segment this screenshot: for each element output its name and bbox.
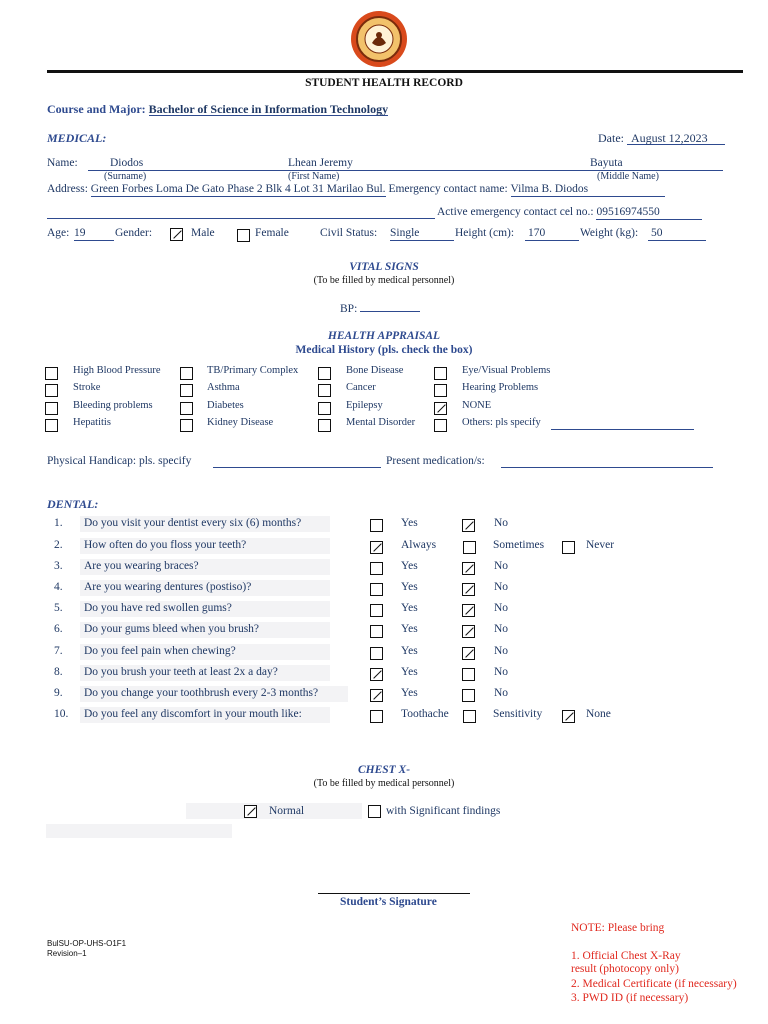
dental-question-text: Do you visit your dentist every six (6) months? bbox=[84, 517, 302, 529]
course-label: Course and Major: bbox=[47, 102, 146, 116]
dental-answer-checkbox[interactable] bbox=[370, 689, 383, 702]
student-signature-label: Student’s Signature bbox=[340, 896, 437, 908]
dental-answer-checkbox[interactable] bbox=[462, 519, 475, 532]
dental-question-number: 1. bbox=[54, 517, 63, 529]
dental-answer-checkbox[interactable] bbox=[370, 519, 383, 532]
dental-answer-label: No bbox=[494, 581, 509, 593]
male-checkbox[interactable] bbox=[170, 228, 183, 241]
dental-answer-label: Yes bbox=[401, 645, 418, 657]
dental-answer-checkbox[interactable] bbox=[370, 625, 383, 638]
medical-history-checkbox[interactable] bbox=[318, 402, 331, 415]
middle-name-field[interactable]: Bayuta bbox=[590, 157, 623, 169]
note-item-2: 2. Medical Certificate (if necessary) bbox=[571, 978, 737, 990]
dental-answer-checkbox[interactable] bbox=[370, 668, 383, 681]
normal-checkbox[interactable] bbox=[244, 805, 257, 818]
dental-question-number: 7. bbox=[54, 645, 63, 657]
dental-answer-label: Never bbox=[586, 539, 615, 551]
note-item-1: 1. Official Chest X-Ray bbox=[571, 950, 681, 962]
medical-section-heading: MEDICAL: bbox=[47, 131, 107, 145]
height-label: Height (cm): bbox=[455, 227, 515, 239]
dental-answer-checkbox[interactable] bbox=[462, 625, 475, 638]
weight-field[interactable]: 50 bbox=[648, 228, 706, 241]
active-contact-row bbox=[437, 207, 702, 220]
dental-question-text: Do your gums bleed when you brush? bbox=[84, 623, 260, 635]
medical-history-checkbox[interactable] bbox=[434, 402, 447, 415]
emergency-contact-field[interactable]: Vilma B. Diodos bbox=[511, 184, 665, 197]
dental-question-text: Do you change your toothbrush every 2-3 months? bbox=[84, 687, 319, 699]
dental-answer-checkbox[interactable] bbox=[370, 541, 383, 554]
height-field[interactable]: 170 bbox=[525, 228, 579, 241]
medical-history-checkbox[interactable] bbox=[180, 419, 193, 432]
medical-history-label: Hearing Problems bbox=[462, 382, 539, 393]
emergency-contact-label: Emergency contact name: bbox=[388, 183, 508, 195]
date-row bbox=[598, 132, 725, 145]
dental-question-text: Do you feel pain when chewing? bbox=[84, 645, 236, 657]
dental-question-number: 6. bbox=[54, 623, 63, 635]
medical-history-label: Others: pls specify bbox=[462, 417, 541, 428]
male-label: Male bbox=[191, 227, 215, 239]
dental-answer-label: None bbox=[586, 708, 611, 720]
dental-answer-label: No bbox=[494, 687, 509, 699]
form-code: BulSU-OP-UHS-O1F1 bbox=[47, 939, 127, 948]
header-rule bbox=[47, 70, 743, 73]
medical-history-label: Diabetes bbox=[207, 400, 244, 411]
weight-label: Weight (kg): bbox=[580, 227, 639, 239]
chest-xray-heading: CHEST X- bbox=[357, 764, 411, 776]
date-field[interactable]: August 12,2023 bbox=[627, 132, 725, 145]
medical-history-checkbox[interactable] bbox=[45, 402, 58, 415]
dental-answer-label: Always bbox=[401, 539, 437, 551]
dental-question-number: 10. bbox=[54, 708, 69, 720]
dental-answer-label: No bbox=[494, 517, 509, 529]
dental-answer-label: Yes bbox=[401, 666, 418, 678]
medical-history-checkbox[interactable] bbox=[318, 419, 331, 432]
dental-answer-checkbox[interactable] bbox=[370, 710, 383, 723]
dental-question-text: Do you brush your teeth at least 2x a day? bbox=[84, 666, 278, 678]
medication-label: Present medication/s: bbox=[386, 455, 485, 467]
dental-question-number: 8. bbox=[54, 666, 63, 678]
significant-findings-label: with Significant findings bbox=[386, 805, 501, 817]
bp-field[interactable] bbox=[360, 311, 420, 312]
age-field[interactable]: 19 bbox=[74, 228, 114, 241]
surname-caption: (Surname) bbox=[104, 171, 147, 182]
dental-question-number: 4. bbox=[54, 581, 63, 593]
name-label: Name: bbox=[47, 157, 78, 169]
handicap-label: Physical Handicap: pls. specify bbox=[47, 455, 192, 467]
medical-history-checkbox[interactable] bbox=[318, 367, 331, 380]
dental-question-text: Are you wearing dentures (postiso)? bbox=[84, 581, 252, 593]
address-field[interactable]: Green Forbes Loma De Gato Phase 2 Blk 4 Lot 31 Marilao Bul. bbox=[90, 183, 386, 195]
vital-signs-note: (To be filled by medical personnel) bbox=[313, 275, 455, 286]
civil-status-field[interactable]: Single bbox=[390, 228, 454, 241]
medical-history-label: Bleeding problems bbox=[73, 400, 153, 411]
dental-question-text: Do you have red swollen gums? bbox=[84, 602, 232, 614]
dental-answer-label: Yes bbox=[401, 687, 418, 699]
bp-row bbox=[340, 304, 420, 316]
normal-label: Normal bbox=[269, 805, 305, 817]
medical-history-label: Kidney Disease bbox=[207, 417, 274, 428]
medical-history-checkbox[interactable] bbox=[180, 402, 193, 415]
medical-history-label: Asthma bbox=[207, 382, 240, 393]
medical-history-label: Hepatitis bbox=[73, 417, 111, 428]
dental-answer-checkbox[interactable] bbox=[462, 647, 475, 660]
dental-section-heading: DENTAL: bbox=[47, 497, 99, 511]
dental-answer-checkbox[interactable] bbox=[463, 710, 476, 723]
dental-answer-label: Yes bbox=[401, 623, 418, 635]
medical-history-checkbox[interactable] bbox=[45, 419, 58, 432]
dental-question-text: Do you feel any discomfort in your mouth like: bbox=[84, 708, 302, 720]
dental-question-number: 5. bbox=[54, 602, 63, 614]
age-label: Age: bbox=[47, 227, 70, 239]
medical-history-checkbox[interactable] bbox=[45, 384, 58, 397]
dental-answer-checkbox[interactable] bbox=[370, 562, 383, 575]
vital-signs-heading: VITAL SIGNS bbox=[349, 261, 419, 273]
medical-history-checkbox[interactable] bbox=[318, 384, 331, 397]
medical-history-label: Stroke bbox=[73, 382, 101, 393]
dental-answer-checkbox[interactable] bbox=[463, 541, 476, 554]
dental-answer-label: Yes bbox=[401, 517, 418, 529]
medical-history-label: Mental Disorder bbox=[346, 417, 416, 428]
civil-status-label: Civil Status: bbox=[320, 227, 378, 239]
female-checkbox[interactable] bbox=[237, 229, 250, 242]
course-value[interactable]: Bachelor of Science in Information Technology bbox=[148, 102, 389, 116]
dental-answer-checkbox[interactable] bbox=[462, 689, 475, 702]
female-label: Female bbox=[255, 227, 289, 239]
dental-answer-label: No bbox=[494, 645, 509, 657]
active-contact-field[interactable]: 09516974550 bbox=[596, 207, 702, 220]
health-appraisal-heading: HEALTH APPRAISAL bbox=[327, 330, 441, 342]
dental-question-number: 9. bbox=[54, 687, 63, 699]
active-contact-label: Active emergency contact cel no.: bbox=[437, 206, 594, 218]
dental-answer-label: Toothache bbox=[401, 708, 449, 720]
dental-answer-label: No bbox=[494, 623, 509, 635]
dental-answer-checkbox[interactable] bbox=[370, 647, 383, 660]
dental-answer-label: Yes bbox=[401, 602, 418, 614]
medical-history-checkbox[interactable] bbox=[180, 367, 193, 380]
medical-history-label: TB/Primary Complex bbox=[207, 365, 299, 376]
medical-history-label: NONE bbox=[462, 400, 492, 411]
gender-label: Gender: bbox=[115, 227, 153, 239]
form-revision: Revision–1 bbox=[47, 949, 87, 958]
dental-answer-checkbox[interactable] bbox=[462, 668, 475, 681]
medical-history-checkbox[interactable] bbox=[434, 419, 447, 432]
address-row bbox=[47, 184, 665, 197]
dental-answer-checkbox[interactable] bbox=[462, 583, 475, 596]
dental-question-number: 2. bbox=[54, 539, 63, 551]
dental-question-text: How often do you floss your teeth? bbox=[84, 539, 247, 551]
dental-answer-checkbox[interactable] bbox=[370, 604, 383, 617]
medical-history-label: Epilepsy bbox=[346, 400, 383, 411]
medical-history-label: Bone Disease bbox=[346, 365, 404, 376]
note-item-1-detail: result (photocopy only) bbox=[571, 963, 679, 975]
bp-label: BP: bbox=[340, 303, 358, 315]
medical-history-label: High Blood Pressure bbox=[73, 365, 161, 376]
note-item-3: 3. PWD ID (if necessary) bbox=[571, 992, 689, 1004]
form-title: STUDENT HEALTH RECORD bbox=[305, 77, 463, 89]
note-title: NOTE: Please bring bbox=[571, 922, 665, 934]
dental-question-text: Are you wearing braces? bbox=[84, 560, 199, 572]
dental-answer-label: Sensitivity bbox=[493, 708, 543, 720]
middle-name-caption: (Middle Name) bbox=[597, 171, 659, 182]
course-row bbox=[47, 103, 388, 116]
dental-answer-label: No bbox=[494, 602, 509, 614]
dental-answer-checkbox[interactable] bbox=[462, 562, 475, 575]
university-seal-logo bbox=[350, 10, 408, 68]
medical-history-checkbox[interactable] bbox=[45, 367, 58, 380]
dental-answer-label: No bbox=[494, 560, 509, 572]
chest-xray-note: (To be filled by medical personnel) bbox=[313, 778, 455, 789]
first-name-caption: (First Name) bbox=[288, 171, 340, 182]
first-name-field[interactable]: Lhean Jeremy bbox=[288, 157, 353, 169]
dental-answer-checkbox[interactable] bbox=[562, 710, 575, 723]
medical-history-subtitle: Medical History (pls. check the box) bbox=[295, 344, 473, 356]
significant-findings-checkbox[interactable] bbox=[368, 805, 381, 818]
surname-field[interactable]: Diodos bbox=[110, 157, 144, 169]
dental-question-number: 3. bbox=[54, 560, 63, 572]
dental-answer-checkbox[interactable] bbox=[370, 583, 383, 596]
dental-answer-label: Sometimes bbox=[493, 539, 545, 551]
dental-answer-label: No bbox=[494, 666, 509, 678]
medical-history-checkbox[interactable] bbox=[434, 384, 447, 397]
medical-history-label: Eye/Visual Problems bbox=[462, 365, 551, 376]
medical-history-checkbox[interactable] bbox=[180, 384, 193, 397]
address-label: Address: bbox=[47, 183, 88, 195]
dental-answer-checkbox[interactable] bbox=[462, 604, 475, 617]
medical-history-checkbox[interactable] bbox=[434, 367, 447, 380]
medical-history-label: Cancer bbox=[346, 382, 376, 393]
dental-answer-checkbox[interactable] bbox=[562, 541, 575, 554]
date-label: Date: bbox=[598, 131, 624, 145]
dental-answer-label: Yes bbox=[401, 581, 418, 593]
dental-answer-label: Yes bbox=[401, 560, 418, 572]
